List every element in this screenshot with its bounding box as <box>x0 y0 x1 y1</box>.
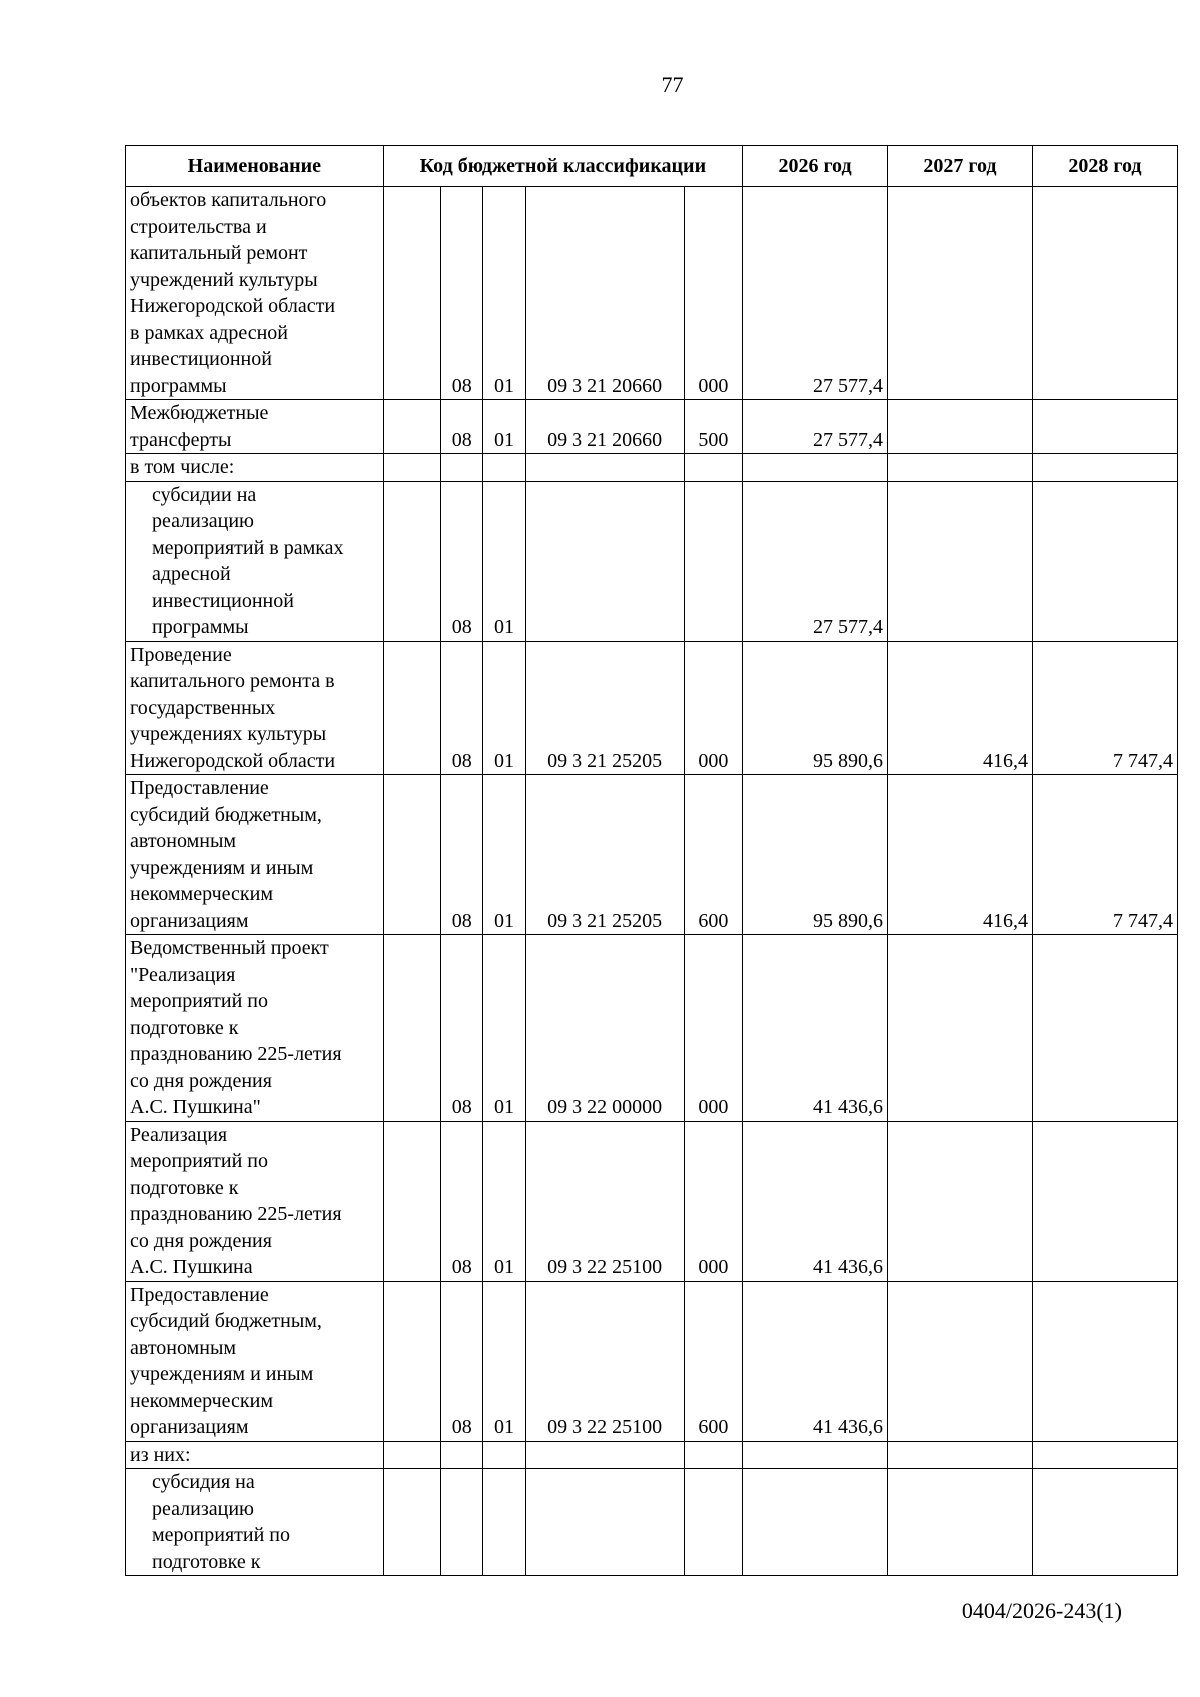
cell-rz: 08 <box>441 775 483 935</box>
cell-gap <box>383 481 440 641</box>
cell-rz <box>441 454 483 482</box>
cell-gap <box>383 1121 440 1281</box>
table-row <box>126 454 1178 482</box>
table-row <box>126 1469 1178 1576</box>
header-row <box>126 146 1178 187</box>
cell-2026: 41 436,6 <box>743 935 888 1122</box>
table-row <box>126 1121 1178 1281</box>
table-row <box>126 400 1178 454</box>
table-row <box>126 1281 1178 1441</box>
cell-csr: 09 3 22 25100 <box>525 1121 684 1281</box>
cell-2028 <box>1032 1469 1177 1576</box>
cell-2026 <box>743 1441 888 1469</box>
cell-2026: 27 577,4 <box>743 481 888 641</box>
cell-2028: 7 747,4 <box>1032 641 1177 775</box>
cell-pr <box>483 454 525 482</box>
cell-pr: 01 <box>483 775 525 935</box>
cell-2028 <box>1032 481 1177 641</box>
cell-pr: 01 <box>483 481 525 641</box>
cell-2026 <box>743 454 888 482</box>
header-2028: 2028 год <box>1032 146 1177 187</box>
cell-pr <box>483 1469 525 1576</box>
cell-vr: 500 <box>684 400 742 454</box>
cell-2028 <box>1032 1441 1177 1469</box>
cell-gap <box>383 1281 440 1441</box>
cell-gap <box>383 1441 440 1469</box>
row-name: субсидии на реализацию мероприятий в рамках адресной инвестиционной программы <box>126 481 384 641</box>
cell-csr <box>525 1469 684 1576</box>
header-2026: 2026 год <box>743 146 888 187</box>
page-number: 77 <box>661 72 684 97</box>
cell-2028 <box>1032 454 1177 482</box>
cell-vr <box>684 1441 742 1469</box>
cell-2027 <box>888 1441 1033 1469</box>
row-name: Предоставление субсидий бюджетным, автономным учреждениям и иным некоммерческим организациям <box>126 1281 384 1441</box>
cell-2026: 41 436,6 <box>743 1281 888 1441</box>
row-name: в том числе: <box>126 454 384 482</box>
cell-2027: 416,4 <box>888 641 1033 775</box>
cell-2028 <box>1032 1121 1177 1281</box>
cell-pr: 01 <box>483 641 525 775</box>
table-row <box>126 641 1178 775</box>
cell-rz <box>441 1469 483 1576</box>
cell-rz: 08 <box>441 1281 483 1441</box>
cell-2026: 27 577,4 <box>743 187 888 400</box>
table-row <box>126 481 1178 641</box>
cell-pr: 01 <box>483 1281 525 1441</box>
cell-csr <box>525 454 684 482</box>
row-name: Межбюджетные трансферты <box>126 400 384 454</box>
cell-rz <box>441 1441 483 1469</box>
row-name: Проведение капитального ремонта в государственных учреждениях культуры Нижегородской области <box>126 641 384 775</box>
cell-csr: 09 3 21 20660 <box>525 187 684 400</box>
cell-2026: 95 890,6 <box>743 641 888 775</box>
cell-2027 <box>888 1281 1033 1441</box>
table-row <box>126 775 1178 935</box>
cell-csr: 09 3 21 25205 <box>525 641 684 775</box>
cell-csr: 09 3 21 25205 <box>525 775 684 935</box>
table-row <box>126 187 1178 400</box>
cell-pr: 01 <box>483 187 525 400</box>
cell-gap <box>383 400 440 454</box>
cell-pr: 01 <box>483 1121 525 1281</box>
cell-rz: 08 <box>441 481 483 641</box>
cell-rz: 08 <box>441 935 483 1122</box>
cell-rz: 08 <box>441 1121 483 1281</box>
header-code: Код бюджетной классификации <box>383 146 742 187</box>
cell-2026: 41 436,6 <box>743 1121 888 1281</box>
cell-pr: 01 <box>483 935 525 1122</box>
cell-2028 <box>1032 187 1177 400</box>
cell-2027 <box>888 935 1033 1122</box>
cell-vr <box>684 454 742 482</box>
cell-csr <box>525 1441 684 1469</box>
cell-gap <box>383 775 440 935</box>
header-2027: 2027 год <box>888 146 1033 187</box>
cell-rz: 08 <box>441 187 483 400</box>
cell-vr: 600 <box>684 1281 742 1441</box>
cell-rz: 08 <box>441 400 483 454</box>
cell-gap <box>383 187 440 400</box>
cell-gap <box>383 454 440 482</box>
cell-2027 <box>888 187 1033 400</box>
cell-2026: 95 890,6 <box>743 775 888 935</box>
cell-2028 <box>1032 935 1177 1122</box>
cell-gap <box>383 935 440 1122</box>
row-name: Реализация мероприятий по подготовке к празднованию 225-летия со дня рождения А.С. Пушкина <box>126 1121 384 1281</box>
table-row <box>126 1441 1178 1469</box>
cell-2028 <box>1032 1281 1177 1441</box>
cell-2028 <box>1032 400 1177 454</box>
cell-vr: 000 <box>684 935 742 1122</box>
row-name: из них: <box>126 1441 384 1469</box>
cell-2027 <box>888 1469 1033 1576</box>
cell-rz: 08 <box>441 641 483 775</box>
cell-csr: 09 3 22 00000 <box>525 935 684 1122</box>
row-name: Предоставление субсидий бюджетным, автономным учреждениям и иным некоммерческим организациям <box>126 775 384 935</box>
row-name: субсидия на реализацию мероприятий по подготовке к <box>126 1469 384 1576</box>
cell-gap <box>383 1469 440 1576</box>
header-name: Наименование <box>126 146 384 187</box>
cell-2027 <box>888 1121 1033 1281</box>
budget-table <box>125 145 1178 1576</box>
cell-2027 <box>888 400 1033 454</box>
cell-vr: 000 <box>684 187 742 400</box>
cell-vr <box>684 1469 742 1576</box>
cell-vr: 600 <box>684 775 742 935</box>
cell-vr <box>684 481 742 641</box>
row-name: объектов капитального строительства и капитальный ремонт учреждений культуры Нижегородской области в рамках адресной инвестиционной программы <box>126 187 384 400</box>
cell-2028: 7 747,4 <box>1032 775 1177 935</box>
cell-pr <box>483 1441 525 1469</box>
cell-csr <box>525 481 684 641</box>
cell-csr: 09 3 22 25100 <box>525 1281 684 1441</box>
cell-2027: 416,4 <box>888 775 1033 935</box>
cell-2026 <box>743 1469 888 1576</box>
row-name: Ведомственный проект "Реализация мероприятий по подготовке к празднованию 225-летия со дня рождения А.С. Пушкина" <box>126 935 384 1122</box>
cell-gap <box>383 641 440 775</box>
cell-vr: 000 <box>684 1121 742 1281</box>
cell-2027 <box>888 454 1033 482</box>
document-code: 0404/2026-243(1) <box>961 1598 1122 1623</box>
cell-pr: 01 <box>483 400 525 454</box>
table-row <box>126 935 1178 1122</box>
cell-2027 <box>888 481 1033 641</box>
cell-csr: 09 3 21 20660 <box>525 400 684 454</box>
cell-2026: 27 577,4 <box>743 400 888 454</box>
cell-vr: 000 <box>684 641 742 775</box>
